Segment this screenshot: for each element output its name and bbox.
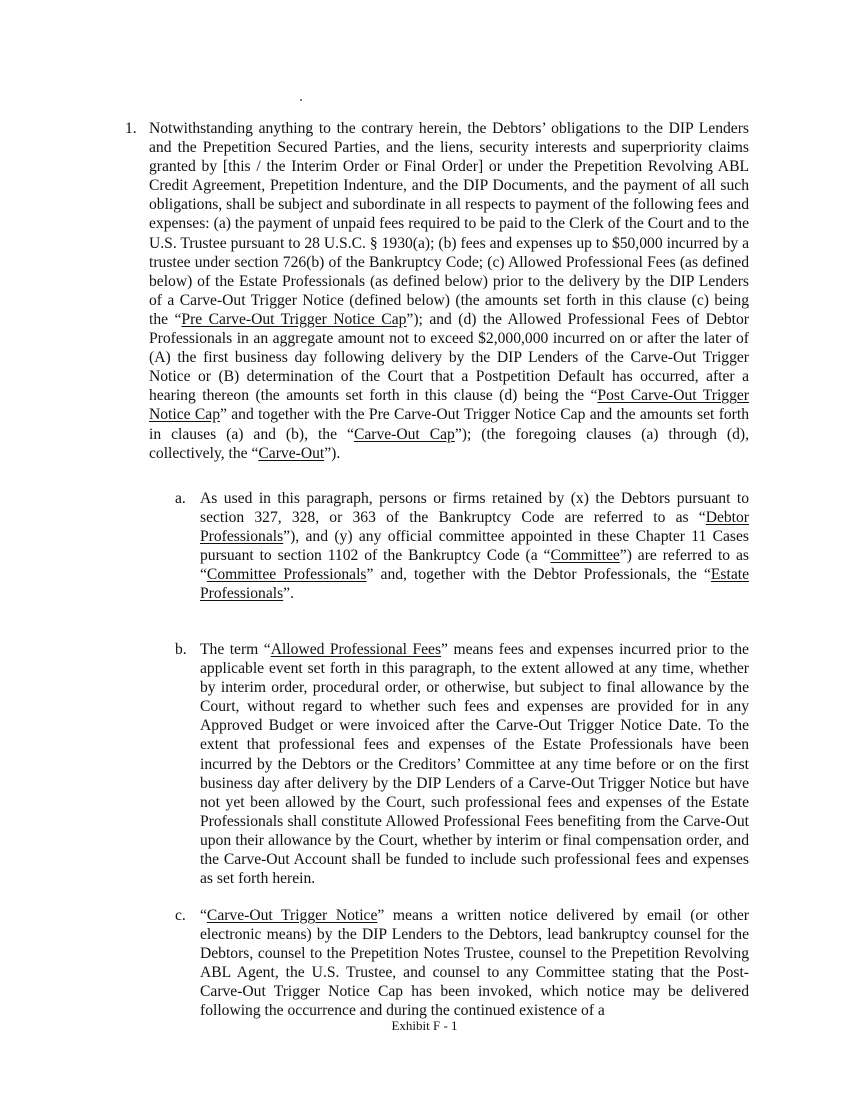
scan-speck [300,99,302,101]
subparagraph-a-text-3: ”) are referred to as “ [200,547,749,584]
defined-term-committee-professionals: Committee Professionals [206,566,367,584]
paragraph-1 [149,119,749,463]
defined-term-committee: Committee [550,547,620,565]
paragraph-1-text-4: ”); (the foregoing clauses (a) through (d), collectively, the “ [149,425,749,462]
subparagraph-b [200,640,749,888]
subparagraph-c-text-2: ” means a written notice delivered by email (or other electronic means) by the DIP Lenders to the Debtors, lead bankruptcy counsel for the Debtors, counsel to the Prepetition Notes Trustee, counsel to the Prepetition Revolving ABL Agent, the U.S. Trustee, and counsel to any Committee stating that the Post-Carve-Out Trigger Notice Cap has been invoked, which notice may be delivered following the occurrence and during the continued existence of a [200,907,749,1020]
subparagraph-c-letter: c. [175,907,186,924]
subparagraph-a-text-1: As used in this paragraph, persons or firms retained by (x) the Debtors pursuant to section 327, 328, or 363 of the Bankruptcy Code are referred to as “ [200,490,749,527]
defined-term-debtor-professionals: Debtor Professionals [200,509,749,546]
defined-term-carve-out: Carve-Out [258,444,325,462]
subparagraph-a-text-5: ”. [283,585,294,603]
paragraph-1-text-2: ”); and (d) the Allowed Professional Fees of Debtor Professionals in an aggregate amount not to exceed $2,000,000 incurred on or after the later of (A) the first business day following delivery by the DIP Lenders of the Carve-Out Trigger Notice or (B) determination of the Court that a Postpetition Default has occurred, after a hearing thereon (the amounts set forth in this clause (d) being the “ [149,310,749,405]
defined-term-estate-professionals: Estate Professionals [200,566,749,603]
subparagraph-c [200,906,749,1021]
paragraph-1-text-5: ”). [324,444,341,462]
paragraph-1-number: 1. [125,120,137,137]
subparagraph-a [200,489,749,604]
subparagraph-c-text-1: “ [200,907,207,924]
defined-term-carve-out-trigger-notice: Carve-Out Trigger Notice [206,907,378,924]
defined-term-pre-carve-out-trigger-notice-cap: Pre Carve-Out Trigger Notice Cap [181,310,407,328]
defined-term-allowed-professional-fees: Allowed Professional Fees [270,641,442,658]
paragraph-1-text-1: Notwithstanding anything to the contrary herein, the Debtors’ obligations to the DIP Lenders and the Prepetition Secured Parties, and the liens, security interests and superpriority claims granted by [this / the Interim Order or Final Order] or under the Prepetition Revolving ABL Credit Agreement, Prepetition Indenture, and the DIP Documents, and the payment of all such obligations, shall be subject and subordinate in all respects to payment of the following fees and expenses: (a) the payment of unpaid fees required to be paid to the Clerk of the Court and to the U.S. Trustee pursuant to 28 U.S.C. § 1930(a); (b) fees and expenses up to $50,000 incurred by a trustee under section 726(b) of the Bankruptcy Code; (c) Allowed Professional Fees (as defined below) of the Estate Professionals (as defined below) prior to the delivery by the DIP Lenders of a Carve-Out Trigger Notice (defined below) (the amounts set forth in this clause (c) being the “ [149,120,749,328]
subparagraph-a-text-4: ” and, together with the Debtor Professionals, the “ [366,566,711,584]
paragraph-1-text-3: ” and together with the Pre Carve-Out Trigger Notice Cap and the amounts set forth in clauses (a) and (b), the “ [149,406,750,443]
subparagraph-b-letter: b. [175,641,187,658]
subparagraph-b-text-1: The term “ [200,641,271,658]
subparagraph-a-letter: a. [175,490,186,507]
defined-term-post-carve-out-trigger-notice-cap: Post Carve-Out Trigger Notice Cap [149,387,749,424]
subparagraph-b-text-2: ” means fees and expenses incurred prior to the applicable event set forth in this paragraph, to the extent allowed at any time, whether by interim order, procedural order, or otherwise, but subject to final allowance by the Court, without regard to whether such fees and expenses are provided for in any Approved Budget or were invoiced after the Carve-Out Trigger Notice Date. To the extent that professional fees and expenses of the Estate Professionals have been incurred by the Debtors or the Creditors’ Committee at any time before or on the first business day after delivery by the DIP Lenders of a Carve-Out Trigger Notice but have not yet been allowed by the Court, such professional fees and expenses of the Estate Professionals shall constitute Allowed Professional Fees benefiting from the Carve-Out upon their allowance by the Court, whether by interim or final compensation order, and the Carve-Out Account shall be funded to include such professional fees and expenses as set forth herein. [200,641,749,888]
defined-term-carve-out-cap: Carve-Out Cap [353,425,455,443]
subparagraph-a-text-2: ”), and (y) any official committee appointed in these Chapter 11 Cases pursuant to section 1102 of the Bankruptcy Code (a “ [200,528,749,565]
page-footer: Exhibit F - 1 [391,1018,458,1033]
